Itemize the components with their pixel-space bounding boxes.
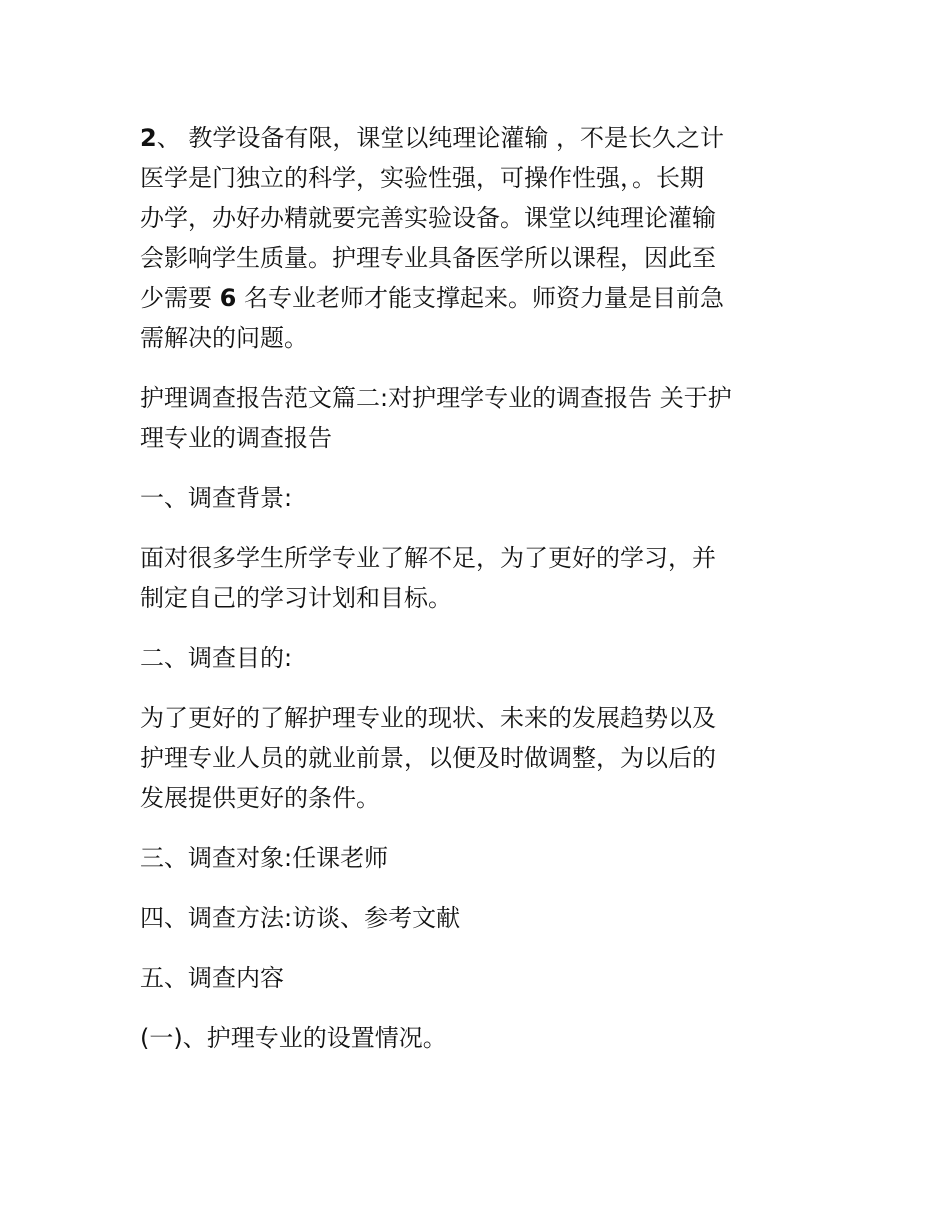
line: 办学，办好办精就要完善实验设备。课堂以纯理论灌输 (140, 204, 716, 232)
line: 理专业的调查报告 (140, 424, 332, 452)
heading-background: 一、调查背景: (140, 484, 293, 512)
heading-purpose: 二、调查目的: (140, 644, 293, 672)
document-page (140, 118, 820, 1078)
line: 制定自己的学习计划和目标。 (140, 584, 452, 612)
paragraph-purpose (140, 698, 820, 818)
line: 护理调查报告范文篇二:对护理学专业的调查报告 关于护 (140, 384, 732, 412)
paragraph-background (140, 538, 820, 618)
line-part: 少需要 (140, 284, 220, 312)
heading-subject: 三、调查对象:任课老师 (140, 844, 389, 872)
section-title (140, 378, 820, 458)
line-part: 名专业老师才能支撑起来。师资力量是目前急 (236, 284, 724, 312)
teacher-count: 6 (219, 284, 237, 312)
heading-method: 四、调查方法:访谈、参考文献 (140, 904, 461, 932)
item-number: 2 (140, 124, 157, 152)
line: 发展提供更好的条件。 (140, 784, 380, 812)
line: 需解决的问题。 (140, 324, 308, 352)
heading-content: 五、调查内容 (140, 964, 284, 992)
line: 护理专业人员的就业前景，以便及时做调整，为以后的 (140, 744, 716, 772)
item-number-mark: 、 (156, 124, 189, 152)
line: 为了更好的了解护理专业的现状、未来的发展趋势以及 (140, 704, 716, 732)
line: 教学设备有限，课堂以纯理论灌输 ，不是长久之计 (188, 124, 724, 152)
line: 医学是门独立的科学，实验性强，可操作性强，。长期 (140, 164, 704, 192)
paragraph-teaching-equipment (140, 118, 820, 358)
line: 会影响学生质量。护理专业具备医学所以课程，因此至 (140, 244, 716, 272)
subheading-setup: (一)、护理专业的设置情况。 (140, 1024, 447, 1052)
line: 面对很多学生所学专业了解不足，为了更好的学习，并 (140, 544, 716, 572)
